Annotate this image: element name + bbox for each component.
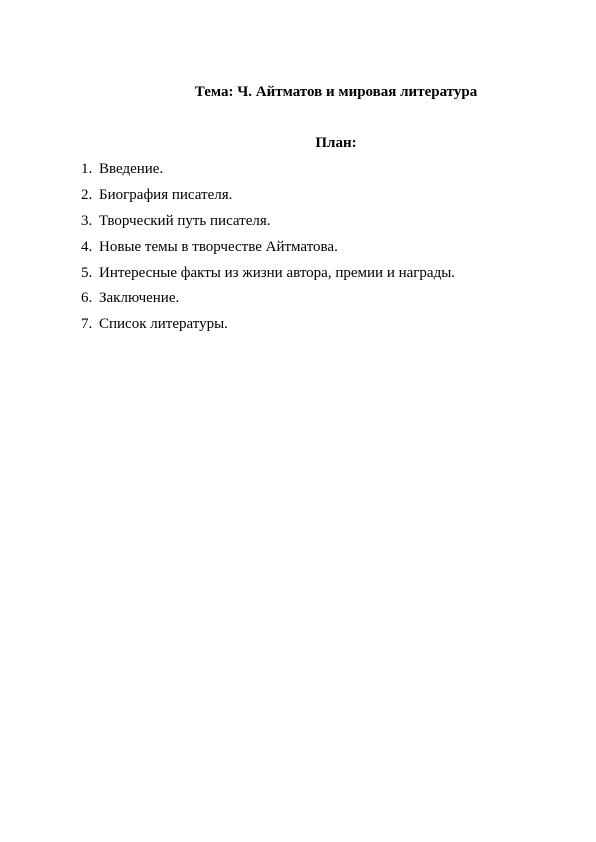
list-item-text: Введение. — [99, 161, 164, 177]
list-item-number: 2. — [81, 186, 93, 203]
list-item-text: Список литературы. — [99, 316, 228, 333]
list-item-text: Биография писателя. — [99, 186, 233, 203]
plan-heading: План: — [315, 135, 357, 151]
list-item — [81, 212, 455, 238]
list-item-text: Интересные факты из жизни автора, премии и награды. — [99, 264, 456, 281]
list-item-number: 7. — [81, 316, 93, 333]
list-item-number: 5. — [81, 264, 93, 281]
list-item — [81, 289, 455, 315]
document-title: Тема: Ч. Айтматов и мировая литература — [194, 84, 478, 100]
list-item-number: 4. — [81, 238, 93, 255]
list-item — [81, 160, 455, 186]
list-item-text: Заключение. — [99, 290, 180, 307]
list-item — [81, 315, 455, 341]
list-item — [81, 186, 455, 212]
plan-list — [81, 160, 455, 341]
list-item-text: Новые темы в творчестве Айтматова. — [99, 238, 338, 255]
list-item — [81, 238, 455, 264]
list-item-number: 1. — [81, 161, 93, 177]
list-item-text: Творческий путь писателя. — [99, 212, 271, 229]
list-item — [81, 264, 455, 290]
list-item-number: 3. — [81, 212, 93, 229]
list-item-number: 6. — [81, 290, 93, 307]
